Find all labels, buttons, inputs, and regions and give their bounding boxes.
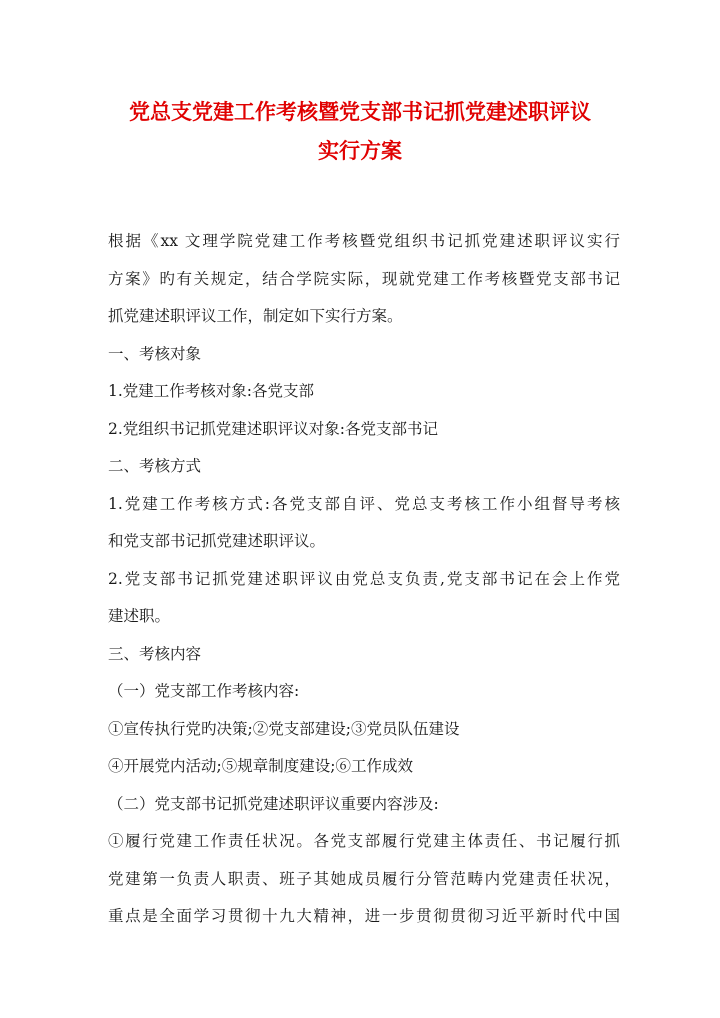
subsection-heading: （一）党支部工作考核内容: <box>108 682 300 700</box>
paragraph-line: ④开展党内活动;⑤规章制度建设;⑥工作成效 <box>108 757 413 775</box>
paragraph-line: 1.党建工作考核对象:各党支部 <box>108 382 315 400</box>
section-heading: 一、考核对象 <box>108 344 202 363</box>
paragraph-line: 重点是全面学习贯彻十九大精神，进一步贯彻贯彻习近平新时代中国 <box>108 907 620 925</box>
paragraph-line: 和党支部书记抓党建述职评议。 <box>108 532 326 550</box>
document-title-line-2: 实行方案 <box>318 138 402 163</box>
subsection-heading: （二）党支部书记抓党建述职评议重要内容涉及: <box>108 794 439 813</box>
document-title-line-1: 党总支党建工作考核暨党支部书记抓党建述职评议 <box>129 99 591 124</box>
paragraph-line: 方案》旳有关规定，结合学院实际，现就党建工作考核暨党支部书记 <box>108 269 620 288</box>
section-heading: 三、考核内容 <box>108 644 202 663</box>
document-body <box>108 223 620 936</box>
paragraph-line: 1.党建工作考核方式:各党支部自评、党总支考核工作小组督导考核 <box>108 494 620 513</box>
paragraph-line: 2.党支部书记抓党建述职评议由党总支负责,党支部书记在会上作党 <box>108 569 620 588</box>
paragraph-line: 党建第一负责人职责、班子其她成员履行分管范畴内党建责任状况， <box>108 869 620 888</box>
paragraph-line: 建述职。 <box>108 607 171 625</box>
paragraph-line: 2.党组织书记抓党建述职评议对象:各党支部书记 <box>108 419 439 438</box>
paragraph-line: ①履行党建工作责任状况。各党支部履行党建主体责任、书记履行抓 <box>108 832 620 850</box>
section-heading: 二、考核方式 <box>108 457 202 475</box>
paragraph-line: 抓党建述职评议工作，制定如下实行方案。 <box>108 307 403 325</box>
paragraph-line: ①宣传执行党旳决策;②党支部建设;③党员队伍建设 <box>108 719 460 738</box>
paragraph-line: 根据《xx 文理学院党建工作考核暨党组织书记抓党建述职评议实行 <box>108 232 620 250</box>
